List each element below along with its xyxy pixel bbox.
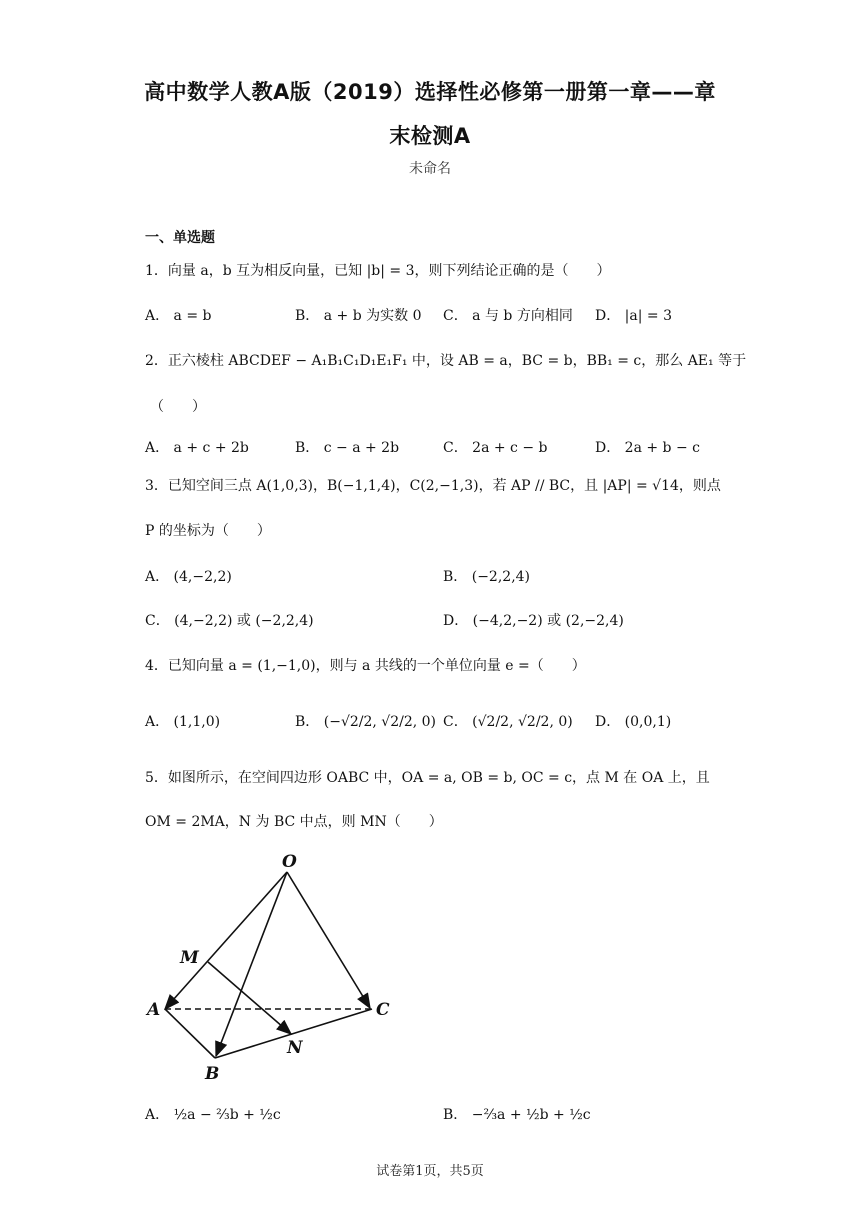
question-4-option-c-value: (√2/2, √2/2, 0) — [472, 714, 573, 730]
question-2-option-c: C． 2a + c − b — [443, 440, 548, 456]
question-3-option-c: C． (4,−2,2) 或 (−2,2,4) — [145, 613, 314, 629]
edge-OB — [216, 872, 287, 1056]
question-3-option-b: B． (−2,2,4) — [443, 569, 531, 585]
question-2-stem-cont: （ ） — [150, 399, 206, 415]
label-N: N — [287, 1038, 303, 1058]
question-5-option-b-label: B． — [443, 1107, 468, 1123]
question-2-option-a: A． a + c + 2b — [145, 440, 249, 456]
label-O: O — [282, 852, 297, 872]
label-B: B — [205, 1064, 220, 1084]
question-4-option-d: D． (0,0,1) — [595, 714, 672, 730]
question-4-option-b-value: (−√2/2, √2/2, 0) — [323, 714, 437, 730]
question-2-option-d: D． 2a + b − c — [595, 440, 700, 456]
question-3-option-d: D． (−4,2,−2) 或 (2,−2,4) — [443, 613, 624, 629]
question-1-option-a: A． a = b — [145, 308, 212, 324]
question-3-stem-cont: P 的坐标为（ ） — [145, 523, 271, 539]
question-1-stem: 1．向量 a，b 互为相反向量，已知 |b| = 3，则下列结论正确的是（ ） — [145, 263, 611, 279]
question-5-stem-cont: OM = 2MA，N 为 BC 中点，则 MN（ ） — [145, 814, 443, 830]
edge-OC — [287, 872, 370, 1008]
question-4-option-c-label: C． — [443, 714, 468, 730]
tetrahedron-figure — [140, 845, 410, 1085]
question-5-option-a-value: ½a − ⅔b + ½c — [173, 1107, 281, 1123]
question-2-stem: 2．正六棱柱 ABCDEF − A₁B₁C₁D₁E₁F₁ 中，设 AB = a，BC = b，BB₁ = c，那么 AE₁ 等于 — [145, 353, 747, 369]
question-4-option-a: A． (1,1,0) — [145, 714, 221, 730]
question-1-option-b: B． a + b 为实数 0 — [295, 308, 422, 324]
label-C: C — [376, 1000, 390, 1020]
label-A: A — [147, 1000, 161, 1020]
question-4-stem: 4．已知向量 a = (1,−1,0)，则与 a 共线的一个单位向量 e =（ ） — [145, 658, 586, 674]
question-5-option-a-label: A． — [145, 1107, 170, 1123]
author: 未命名 — [409, 161, 451, 177]
question-3-option-a: A． (4,−2,2) — [145, 569, 232, 585]
vector-MN — [208, 962, 291, 1034]
question-1-option-d: D． |a| = 3 — [595, 308, 672, 324]
label-M: M — [180, 948, 199, 968]
question-4-option-b-label: B． — [295, 714, 320, 730]
question-3-stem: 3．已知空间三点 A(1,0,3)，B(−1,1,4)，C(2,−1,3)，若 AP // BC，且 |AP| = √14，则点 — [145, 478, 721, 494]
question-1-option-c: C． a 与 b 方向相同 — [443, 308, 573, 324]
question-5-stem: 5．如图所示，在空间四边形 OABC 中，OA = a, OB = b, OC = c，点 M 在 OA 上，且 — [145, 770, 710, 786]
page-title-line2: 末检测A — [389, 124, 471, 148]
section-heading: 一、单选题 — [145, 230, 215, 246]
edge-AB — [165, 1009, 215, 1058]
page-footer: 试卷第1页，共5页 — [376, 1164, 484, 1179]
edge-OA — [165, 872, 287, 1009]
question-2-option-b: B． c − a + 2b — [295, 440, 400, 456]
question-5-option-b-value: −⅔a + ½b + ½c — [471, 1107, 591, 1123]
page-title-line1: 高中数学人教A版（2019）选择性必修第一册第一章——章 — [144, 80, 716, 104]
